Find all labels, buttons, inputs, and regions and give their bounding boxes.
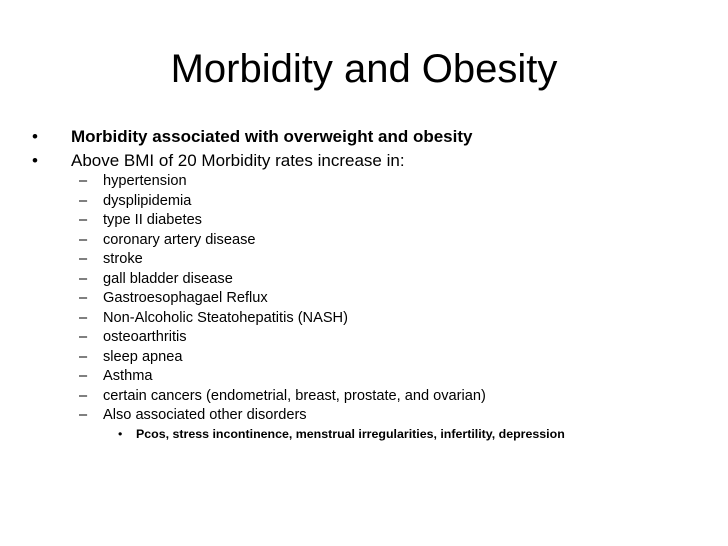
dash-icon: – <box>79 232 88 248</box>
sub-bullet-item <box>0 308 728 328</box>
bullet-icon: • <box>32 151 38 170</box>
sub-bullet-text: Also associated other disorders <box>103 407 307 423</box>
dash-icon: – <box>79 388 88 404</box>
sub-bullet-text: stroke <box>103 251 143 267</box>
sub-bullet-item <box>0 210 728 230</box>
dash-icon: – <box>79 310 88 326</box>
dash-icon: – <box>79 329 88 345</box>
sub-bullet-text: sleep apnea <box>103 349 183 365</box>
sub-bullet-item <box>0 386 728 406</box>
bullet-icon: • <box>32 127 38 146</box>
bullet-text: Morbidity associated with overweight and obesity <box>71 127 473 146</box>
sub-sub-bullet-item <box>0 425 728 443</box>
sub-bullet-item <box>0 288 728 308</box>
dash-icon: – <box>79 290 88 306</box>
dash-icon: – <box>79 349 88 365</box>
sub-bullet-item <box>0 327 728 347</box>
sub-bullet-text: hypertension <box>103 173 187 189</box>
sub-bullet-item <box>0 405 728 425</box>
sub-bullet-text: type II diabetes <box>103 212 202 228</box>
sub-bullet-text: osteoarthritis <box>103 329 187 345</box>
sub-sub-bullet-text: Pcos, stress incontinence, menstrual irregularities, infertility, depression <box>136 427 565 441</box>
sub-bullet-item <box>0 191 728 211</box>
sub-bullet-item <box>0 366 728 386</box>
slide-title: Morbidity and Obesity <box>170 47 558 91</box>
sub-bullet-text: Asthma <box>103 368 153 384</box>
dash-icon: – <box>79 173 88 189</box>
dash-icon: – <box>79 368 88 384</box>
dash-icon: – <box>79 271 88 287</box>
dash-icon: – <box>79 212 88 228</box>
dash-icon: – <box>79 193 88 209</box>
dash-icon: – <box>79 251 88 267</box>
bullet-icon: • <box>118 427 123 441</box>
sub-bullet-text: certain cancers (endometrial, breast, prostate, and ovarian) <box>103 388 486 404</box>
sub-bullet-text: dysplipidemia <box>103 193 192 209</box>
bullet-item <box>0 150 728 172</box>
sub-bullet-text: Gastroesophagael Reflux <box>103 290 268 306</box>
dash-icon: – <box>79 407 88 423</box>
sub-bullet-text: Non-Alcoholic Steatohepatitis (NASH) <box>103 310 348 326</box>
sub-bullet-item <box>0 230 728 250</box>
sub-bullet-item <box>0 269 728 289</box>
sub-bullet-item <box>0 249 728 269</box>
sub-bullet-item <box>0 347 728 367</box>
sub-bullet-text: coronary artery disease <box>103 232 256 248</box>
sub-bullet-text: gall bladder disease <box>103 271 233 287</box>
bullet-text: Above BMI of 20 Morbidity rates increase in: <box>71 151 405 170</box>
bullet-item <box>0 126 728 148</box>
sub-bullet-item <box>0 171 728 191</box>
